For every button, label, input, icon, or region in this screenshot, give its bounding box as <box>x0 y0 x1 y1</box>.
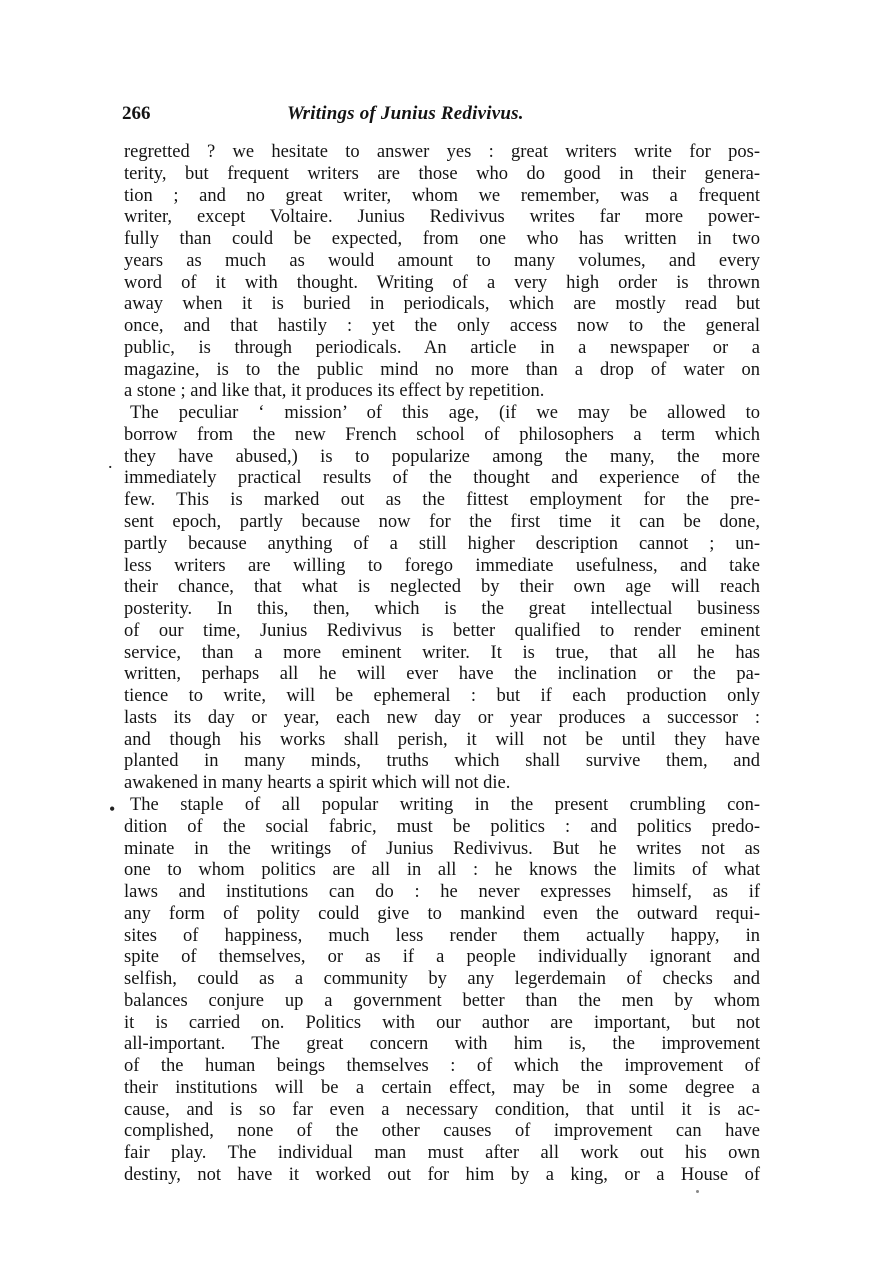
text-line: posterity. In this, then, which is the great intellectual business <box>124 599 760 620</box>
text-line: awakened in many hearts a spirit which will not die. <box>124 773 511 794</box>
text-line: they have abused,) is to popularize among the many, the more <box>124 446 760 467</box>
text-line: balances conjure up a government better than the men by whom <box>124 990 760 1011</box>
text-line: dition of the social fabric, must be politics : and politics predo- <box>124 816 760 837</box>
page-number: 266 <box>122 103 151 124</box>
text-line: written, perhaps all he will ever have the inclination or the pa- <box>124 664 760 685</box>
text-line: immediately practical results of the thought and experience of the <box>124 468 760 489</box>
text-line: tience to write, will be ephemeral : but if each production only <box>124 686 760 707</box>
text-line: sent epoch, partly because now for the first time it can be done, <box>124 512 760 533</box>
text-line: planted in many minds, truths which shall survive them, and <box>124 751 760 772</box>
text-line: years as much as would amount to many volumes, and every <box>124 250 760 271</box>
text-line: less writers are willing to forego immediate usefulness, and take <box>124 555 760 576</box>
text-line: fully than could be expected, from one who has written in two <box>124 229 760 250</box>
text-line: and though his works shall perish, it will not be until they have <box>124 729 760 750</box>
margin-mark: • <box>109 799 116 819</box>
text-line: complished, none of the other causes of improvement can have <box>124 1121 760 1142</box>
text-line: cause, and is so far even a necessary condition, that until it is ac- <box>124 1099 760 1120</box>
text-line: selfish, could as a community by any legerdemain of checks and <box>124 969 760 990</box>
text-line: regretted ? we hesitate to answer yes : great writers write for pos- <box>124 142 760 162</box>
text-line: sites of happiness, much less render them actually happy, in <box>124 925 760 946</box>
text-line: few. This is marked out as the fittest employment for the pre- <box>124 490 760 511</box>
text-line: of the human beings themselves : of which the improvement of <box>124 1056 760 1077</box>
text-line: lasts its day or year, each new day or year produces a successor : <box>124 707 760 728</box>
body-text <box>124 142 760 1187</box>
text-line: their chance, that what is neglected by their own age will reach <box>124 577 760 598</box>
text-line: once, and that hastily : yet the only access now to the general <box>124 316 760 337</box>
margin-mark: . <box>108 452 113 472</box>
text-line: it is carried on. Politics with our author are important, but not <box>124 1012 760 1033</box>
text-line: magazine, is to the public mind no more than a drop of water on <box>124 359 760 380</box>
text-line: The staple of all popular writing in the present crumbling con- <box>130 794 760 815</box>
text-line: minate in the writings of Junius Redivivus. But he writes not as <box>124 838 760 859</box>
text-line: partly because anything of a still higher description cannot ; un- <box>124 533 760 554</box>
text-line: writer, except Voltaire. Junius Redivivus writes far more power- <box>124 207 760 228</box>
text-line: any form of polity could give to mankind even the outward requi- <box>124 903 760 924</box>
text-line: public, is through periodicals. An article in a newspaper or a <box>124 337 760 358</box>
text-line: destiny, not have it worked out for him by a king, or a House of <box>124 1164 760 1185</box>
running-title: Writings of Junius Redivivus. <box>287 103 524 124</box>
text-line: word of it with thought. Writing of a very high order is thrown <box>124 272 760 293</box>
text-line: of our time, Junius Redivivus is better qualified to render eminent <box>124 620 760 641</box>
text-line: their institutions will be a certain effect, may be in some degree a <box>124 1077 760 1098</box>
text-line: spite of themselves, or as if a people individually ignorant and <box>124 947 760 968</box>
scan-speck <box>696 1190 699 1193</box>
text-line: service, than a more eminent writer. It is true, that all he has <box>124 642 760 663</box>
text-line: a stone ; and like that, it produces its effect by repetition. <box>124 381 545 402</box>
text-line: fair play. The individual man must after all work out his own <box>124 1143 760 1164</box>
text-line: tion ; and no great writer, whom we remember, was a frequent <box>124 185 760 206</box>
text-line: all-important. The great concern with him is, the improvement <box>124 1034 760 1055</box>
text-line: laws and institutions can do : he never expresses himself, as if <box>124 882 760 903</box>
text-line: The peculiar ‘ mission’ of this age, (if we may be allowed to <box>130 403 760 424</box>
text-line: terity, but frequent writers are those who do good in their genera- <box>124 163 760 184</box>
page-header <box>122 103 760 133</box>
text-line: one to whom politics are all in all : he knows the limits of what <box>124 860 760 881</box>
text-line: borrow from the new French school of philosophers a term which <box>124 424 760 445</box>
text-line: away when it is buried in periodicals, which are mostly read but <box>124 294 760 315</box>
